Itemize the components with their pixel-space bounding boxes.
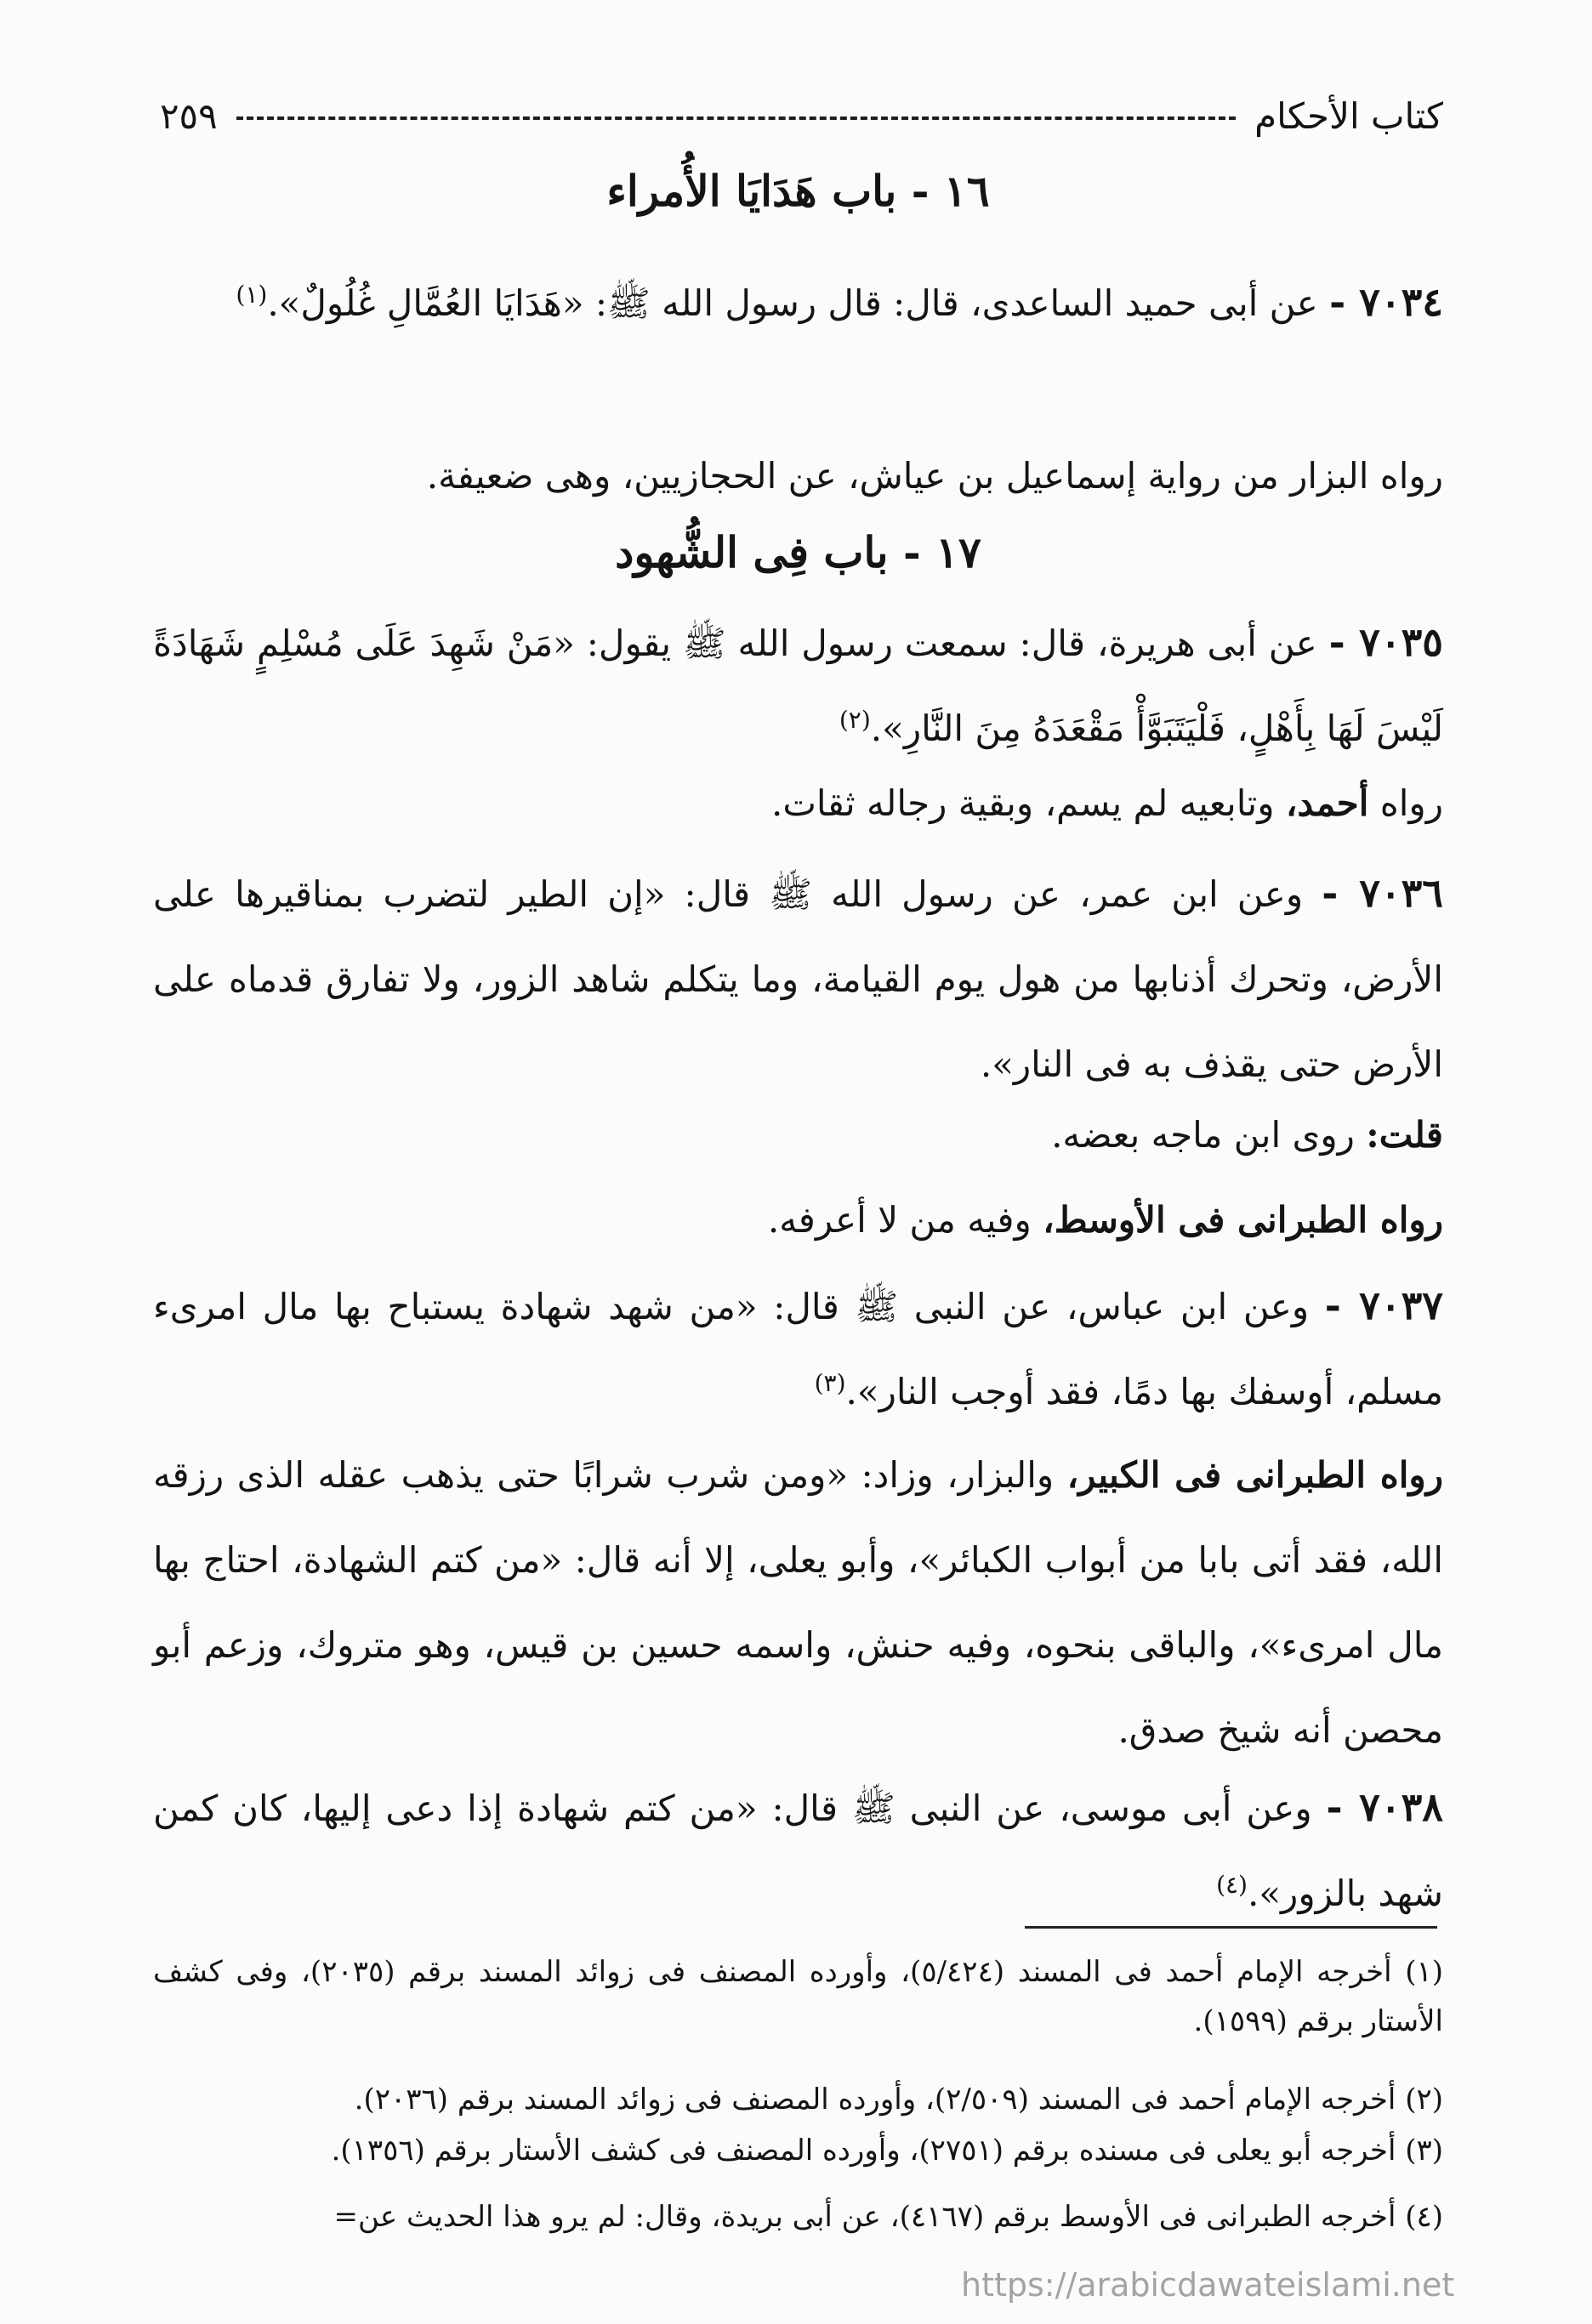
comment-rest: وتابعيه لم يسم، وبقية رجاله ثقات. [771, 782, 1275, 824]
footnote-separator [1025, 1926, 1437, 1929]
hadith-text: عن أبى هريرة، قال: سمعت رسول الله ﷺ يقول: «مَنْ شَهِدَ عَلَى مُسْلِمٍ شَهَادَةً لَيْسَ لَهَا بِأَهْلٍ، فَلْيَتَبَوَّأْ مَقْعَدَهُ مِنَ النَّارِ». [153, 622, 1443, 749]
footnote-ref: (٢) [839, 706, 871, 734]
hadith-text: وعن أبى موسى، عن النبى ﷺ قال: «من كتم شهادة إذا دعى إليها، كان كمن شهد بالزور». [153, 1787, 1443, 1914]
qult-label: قلت: [1366, 1114, 1443, 1156]
qult-text: روى ابن ماجه بعضه. [1051, 1114, 1355, 1156]
footnote-mark: (٣) [1405, 2134, 1443, 2168]
footnote-2 [153, 2075, 1443, 2124]
hadith-number: ٧٠٣٤ - [1329, 279, 1443, 325]
running-header [160, 82, 1443, 150]
comment-rest: وفيه من لا أعرفه. [767, 1199, 1032, 1241]
footnote-text: أخرجه الطبرانى فى الأوسط برقم (٤١٦٧)، عن أبى بريدة، وقال: لم يرو هذا الحديث عن= [333, 2200, 1396, 2234]
watermark-url: https://arabicdawateislami.net [961, 2266, 1455, 2304]
hadith-number: ٧٠٣٧ - [1324, 1282, 1443, 1328]
footnote-mark: (١) [1405, 1955, 1444, 1989]
header-dashed-rule [236, 116, 1236, 120]
comment-rest: والبزار، وزاد: «ومن شرب شرابًا حتى يذهب عقله الذى رزقه الله، فقد أتى بابا من أبواب الكبائر»، وأبو يعلى، إلا أنه قال: «من كتم الشهادة، احتاج بها مال امرىء»، والباقى بنحوه، وفيه حنش، واسمه حسين بن قيس، وهو متروك، وزعم أبو محصن أنه شيخ صدق. [153, 1454, 1443, 1751]
hadith-7036-comment [153, 1178, 1443, 1263]
hadith-7037-comment [153, 1433, 1443, 1773]
comment-lead: رواه الطبرانى فى الأوسط، [1043, 1199, 1443, 1241]
hadith-7035 [153, 599, 1443, 771]
hadith-7034 [153, 259, 1443, 346]
hadith-number: ٧٠٣٨ - [1326, 1784, 1443, 1830]
hadith-7035-comment [153, 761, 1443, 846]
hadith-number: ٧٠٣٥ - [1328, 619, 1443, 665]
footnote-ref: (٣) [814, 1369, 846, 1397]
hadith-text: وعن ابن عباس، عن النبى ﷺ قال: «من شهد شهادة يستباح بها مال امرىء مسلم، أوسفك بها دمًا، فقد أوجب النار». [153, 1286, 1443, 1412]
footnote-text: أخرجه الإمام أحمد فى المسند (٥/٤٢٤)، وأورده المصنف فى زوائد المسند برقم (٢٠٣٥)، وفى كشف الأستار برقم (١٥٩٩). [153, 1955, 1443, 2038]
hadith-number: ٧٠٣٦ - [1322, 870, 1444, 916]
page-number: ٢٥٩ [160, 94, 218, 137]
section-heading-17: ١٧ - باب فِى الشُّهود [615, 527, 981, 577]
footnote-ref: (٤) [1216, 1871, 1248, 1899]
hadith-7036-qult [153, 1093, 1443, 1178]
footnote-4 [153, 2192, 1443, 2242]
footnote-text: أخرجه أبو يعلى فى مسنده برقم (٢٧٥١)، وأورده المصنف فى كشف الأستار برقم (١٣٥٦). [331, 2134, 1396, 2168]
hadith-text: وعن ابن عمر، عن رسول الله ﷺ قال: «إن الطير لتضرب بمناقيرها على الأرض، وتحرك أذنابها من هول يوم القيامة، وما يتكلم شاهد الزور، ولا تفارق قدماه على الأرض حتى يقذف به فى النار». [153, 873, 1443, 1085]
footnote-mark: (٢) [1405, 2083, 1443, 2117]
hadith-7036 [153, 850, 1443, 1107]
hadith-7037 [153, 1263, 1443, 1435]
section-heading-16: ١٦ - باب هَدَايَا الأُمراء [606, 166, 990, 216]
comment-source: أحمد، [1285, 782, 1369, 824]
footnote-mark: (٤) [1405, 2200, 1443, 2234]
comment-lead: رواه الطبرانى فى الكبير، [1066, 1454, 1443, 1496]
footnote-3 [153, 2126, 1443, 2175]
hadith-text: عن أبى حميد الساعدى، قال: قال رسول الله ﷺ: «هَدَايَا العُمَّالِ غُلُولٌ». [267, 282, 1318, 324]
footnote-text: أخرجه الإمام أحمد فى المسند (٢/٥٠٩)، وأورده المصنف فى زوائد المسند برقم (٢٠٣٦). [354, 2083, 1396, 2117]
footnote-ref: (١) [236, 281, 268, 309]
footnote-1 [153, 1947, 1443, 2046]
comment-lead: رواه [1379, 782, 1443, 824]
book-title: كتاب الأحكام [1254, 94, 1443, 137]
hadith-7034-comment: رواه البزار من رواية إسماعيل بن عياش، عن الحجازيين، وهى ضعيفة. [426, 455, 1443, 497]
hadith-7038 [153, 1764, 1443, 1936]
